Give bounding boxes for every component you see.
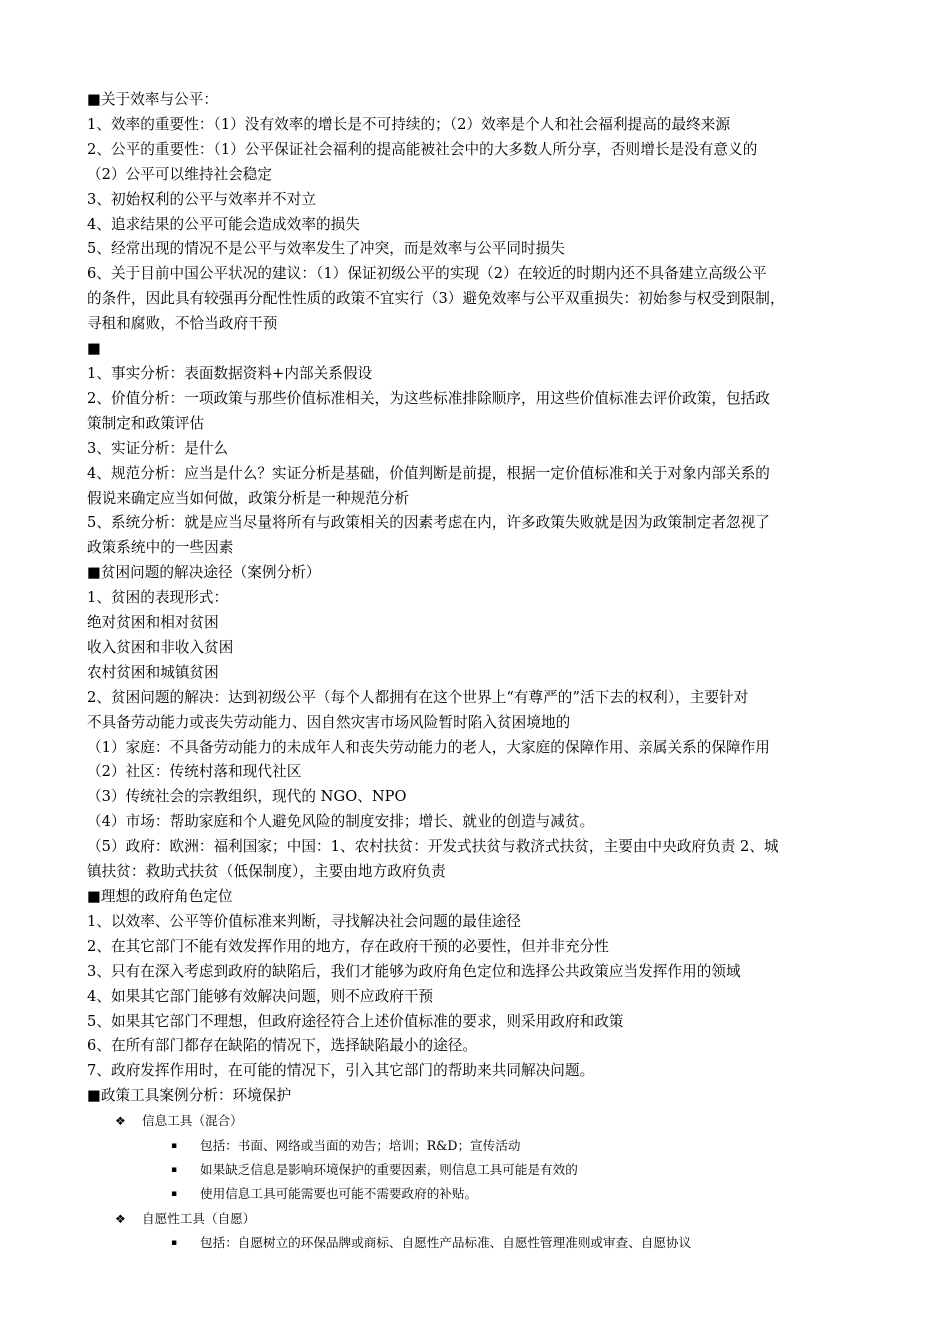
paragraph-line: 5、系统分析：就是应当尽量将所有与政策相关的因素考虑在内，许多政策失败就是因为政策制定者忽视了 — [87, 514, 770, 532]
paragraph-line: 农村贫困和城镇贫困 — [87, 663, 219, 681]
paragraph-line: （5）政府：欧洲：福利国家；中国：1、农村扶贫：开发式扶贫与救济式扶贫，主要由中央政府负责 2、城 — [87, 838, 779, 856]
list-item-voluntary-tools — [87, 1207, 877, 1231]
paragraph-line: 3、实证分析：是什么 — [87, 439, 229, 457]
paragraph-line: 2、公平的重要性：（1）公平保证社会福利的提高能被社会中的大多数人所分享，否则增长是没有意义的 — [87, 140, 758, 158]
document-page — [87, 88, 877, 1256]
sub-list-item-text: 使用信息工具可能需要也可能不需要政府的补贴。 — [200, 1186, 478, 1202]
paragraph-line: 1、事实分析：表面数据资料+内部关系假设 — [87, 364, 373, 382]
square-bullet-icon: ▪ — [171, 1140, 178, 1151]
paragraph-line: 6、在所有部门都存在缺陷的情况下，选择缺陷最小的途径。 — [87, 1037, 478, 1055]
paragraph-line: 4、规范分析：应当是什么？实证分析是基础，价值判断是前提，根据一定价值标准和关于对象内部关系的 — [87, 464, 770, 482]
paragraph-line: 7、政府发挥作用时，在可能的情况下，引入其它部门的帮助来共同解决问题。 — [87, 1062, 595, 1080]
paragraph-line: 4、如果其它部门能够有效解决问题，则不应政府干预 — [87, 987, 434, 1005]
paragraph-line: 策制定和政策评估 — [87, 414, 205, 432]
paragraph-line: 不具备劳动能力或丧失劳动能力、因自然灾害市场风险暂时陷入贫困境地的 — [87, 713, 571, 731]
sub-list-item — [87, 1182, 877, 1206]
square-bullet-icon: ▪ — [171, 1238, 178, 1249]
paragraph-line: 3、只有在深入考虑到政府的缺陷后，我们才能够为政府角色定位和选择公共政策应当发挥作用的领域 — [87, 962, 741, 980]
paragraph-line: 的条件，因此具有较强再分配性性质的政策不宜实行（3）避免效率与公平双重损失：初始参与权受到限制， — [87, 290, 785, 308]
list-item-info-tools — [87, 1109, 877, 1133]
paragraph-line: 2、贫困问题的解决：达到初级公平（每个人都拥有在这个世界上“有尊严的”活下去的权利），主要针对 — [87, 688, 749, 706]
paragraph-line: 1、效率的重要性：（1）没有效率的增长是不可持续的；（2）效率是个人和社会福利提高的最终来源 — [87, 115, 731, 133]
paragraph-line: （1）家庭：不具备劳动能力的未成年人和丧失劳动能力的老人，大家庭的保障作用、亲属关系的保障作用 — [87, 738, 770, 756]
sub-list-item — [87, 1158, 877, 1182]
list-item-label: 自愿性工具（自愿） — [142, 1210, 256, 1226]
paragraph-line: 2、价值分析：一项政策与那些价值标准相关，为这些标准排除顺序，用这些价值标准去评价政策，包括政 — [87, 389, 770, 407]
sub-list-item-text: 包括：书面、网络或当面的劝告；培训；R&D；宣传活动 — [200, 1137, 521, 1153]
paragraph-line: 1、贫困的表现形式： — [87, 589, 229, 607]
paragraph-line: 5、如果其它部门不理想，但政府途径符合上述价值标准的要求，则采用政府和政策 — [87, 1012, 624, 1030]
paragraph-line: 假说来确定应当如何做，政策分析是一种规范分析 — [87, 489, 410, 507]
paragraph-line: 1、以效率、公平等价值标准来判断，寻找解决社会问题的最佳途径 — [87, 912, 522, 930]
paragraph-line: 5、经常出现的情况不是公平与效率发生了冲突，而是效率与公平同时损失 — [87, 240, 565, 258]
paragraph-line: （4）市场：帮助家庭和个人避免风险的制度安排；增长、就业的创造与减贫。 — [87, 813, 595, 831]
square-bullet-icon: ▪ — [171, 1189, 178, 1200]
section-heading-policy-tools: ■政策工具案例分析：环境保护 — [87, 1087, 292, 1105]
paragraph-line: 寻租和腐败，不恰当政府干预 — [87, 315, 278, 333]
sub-list-item — [87, 1134, 877, 1158]
list-item-label: 信息工具（混合） — [142, 1113, 243, 1129]
paragraph-line: 4、追求结果的公平可能会造成效率的损失 — [87, 215, 360, 233]
section-heading-efficiency-equity: ■关于效率与公平： — [87, 91, 218, 108]
paragraph-line: 6、关于目前中国公平状况的建议：（1）保证初级公平的实现（2）在较近的时期内还不具备建立高级公平 — [87, 265, 767, 283]
square-bullet-icon: ▪ — [171, 1164, 178, 1175]
paragraph-line: （2）公平可以维持社会稳定 — [87, 165, 273, 183]
section-heading-poverty: ■贫困问题的解决途径（案例分析） — [87, 564, 321, 582]
diamond-bullet-icon: ❖ — [115, 1211, 126, 1226]
sub-list-item-text: 如果缺乏信息是影响环境保护的重要因素，则信息工具可能是有效的 — [200, 1161, 578, 1177]
sub-list-item — [87, 1231, 877, 1255]
paragraph-line: 绝对贫困和相对贫困 — [87, 614, 219, 632]
paragraph-line: 政策系统中的一些因素 — [87, 539, 234, 557]
section-heading-government-role: ■理想的政府角色定位 — [87, 888, 233, 905]
paragraph-line: 收入贫困和非收入贫困 — [87, 638, 234, 656]
section-heading-marker: ■ — [87, 340, 101, 358]
paragraph-line: 3、初始权利的公平与效率并不对立 — [87, 190, 316, 208]
paragraph-line: （2）社区：传统村落和现代社区 — [87, 763, 302, 781]
paragraph-line: （3）传统社会的宗教组织，现代的 NGO、NPO — [87, 788, 407, 806]
sub-list-item-text: 包括：自愿树立的环保品牌或商标、自愿性产品标准、自愿性管理准则或审查、自愿协议 — [200, 1235, 692, 1251]
diamond-bullet-icon: ❖ — [115, 1114, 126, 1129]
paragraph-line: 镇扶贫：救助式扶贫（低保制度），主要由地方政府负责 — [87, 863, 446, 881]
paragraph-line: 2、在其它部门不能有效发挥作用的地方，存在政府干预的必要性，但并非充分性 — [87, 937, 609, 955]
